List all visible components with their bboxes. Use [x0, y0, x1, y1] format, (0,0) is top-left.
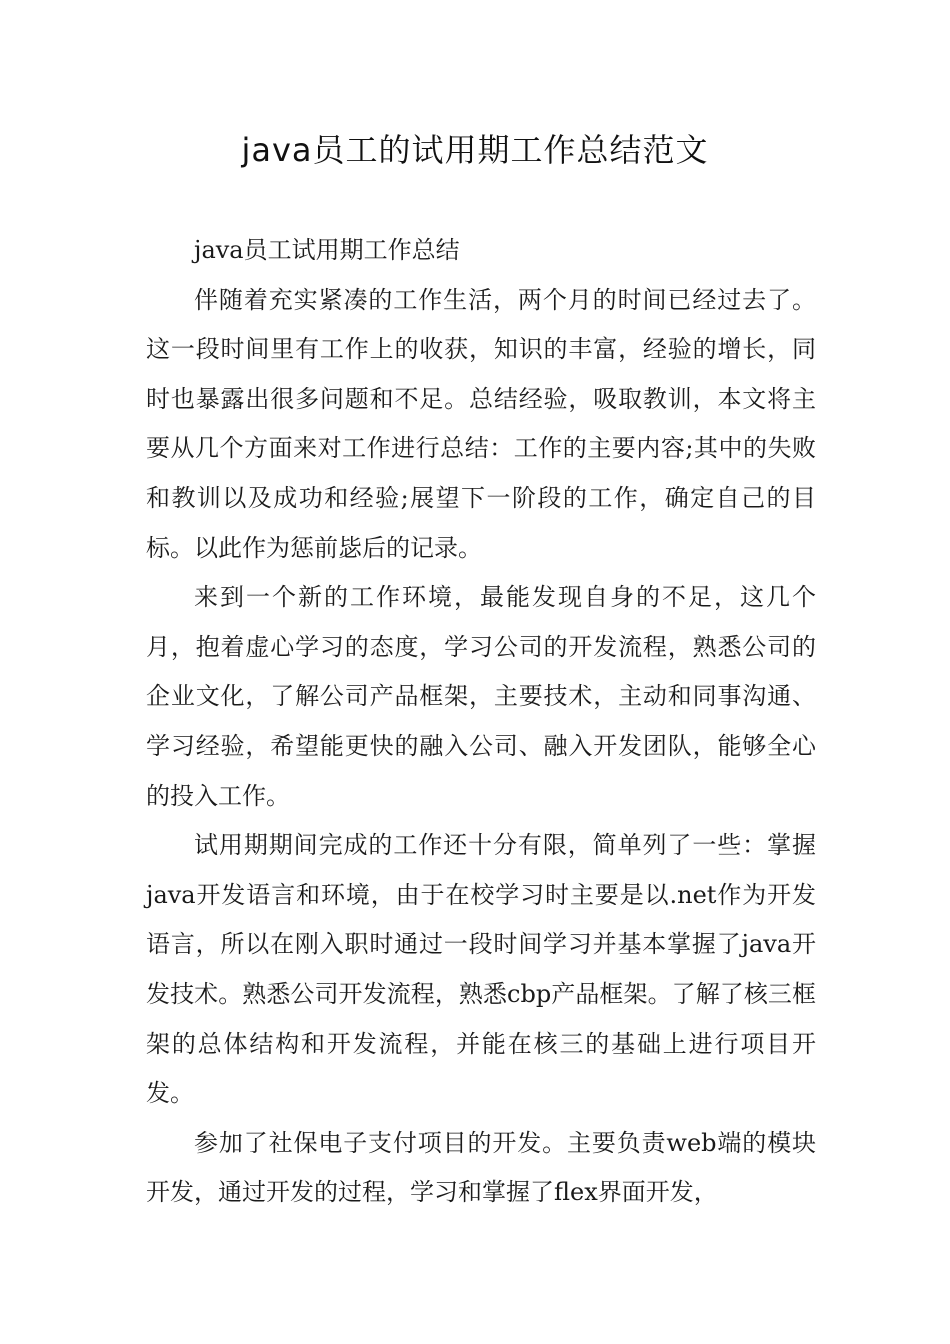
body-paragraph: 试用期期间完成的工作还十分有限，简单列了一些：掌握java开发语言和环境，由于在校学习时主要是以.net作为开发语言，所以在刚入职时通过一段时间学习并基本掌握了java开发技术。熟悉公司开发流程，熟悉cbp产品框架。了解了核三框架的总体结构和开发流程，并能在核三的基础上进行项目开发。 [146, 831, 816, 1108]
document-body [146, 226, 816, 1218]
body-paragraph: 来到一个新的工作环境，最能发现自身的不足，这几个月，抱着虚心学习的态度，学习公司的开发流程，熟悉公司的企业文化，了解公司产品框架，主要技术，主动和同事沟通、学习经验，希望能更快的融入公司、融入开发团队，能够全心的投入工作。 [146, 583, 816, 810]
subtitle-paragraph: java员工试用期工作总结 [194, 236, 460, 264]
body-paragraph: 伴随着充实紧凑的工作生活，两个月的时间已经过去了。这一段时间里有工作上的收获，知识的丰富，经验的增长，同时也暴露出很多问题和不足。总结经验，吸取教训，本文将主要从几个方面来对工作进行总结：工作的主要内容;其中的失败和教训以及成功和经验;展望下一阶段的工作，确定自己的目标。以此作为惩前毖后的记录。 [146, 285, 816, 562]
document-title: java员工的试用期工作总结范文 [241, 131, 709, 169]
body-paragraph: 参加了社保电子支付项目的开发。主要负责web端的模块开发，通过开发的过程，学习和掌握了flex界面开发， [146, 1128, 816, 1207]
